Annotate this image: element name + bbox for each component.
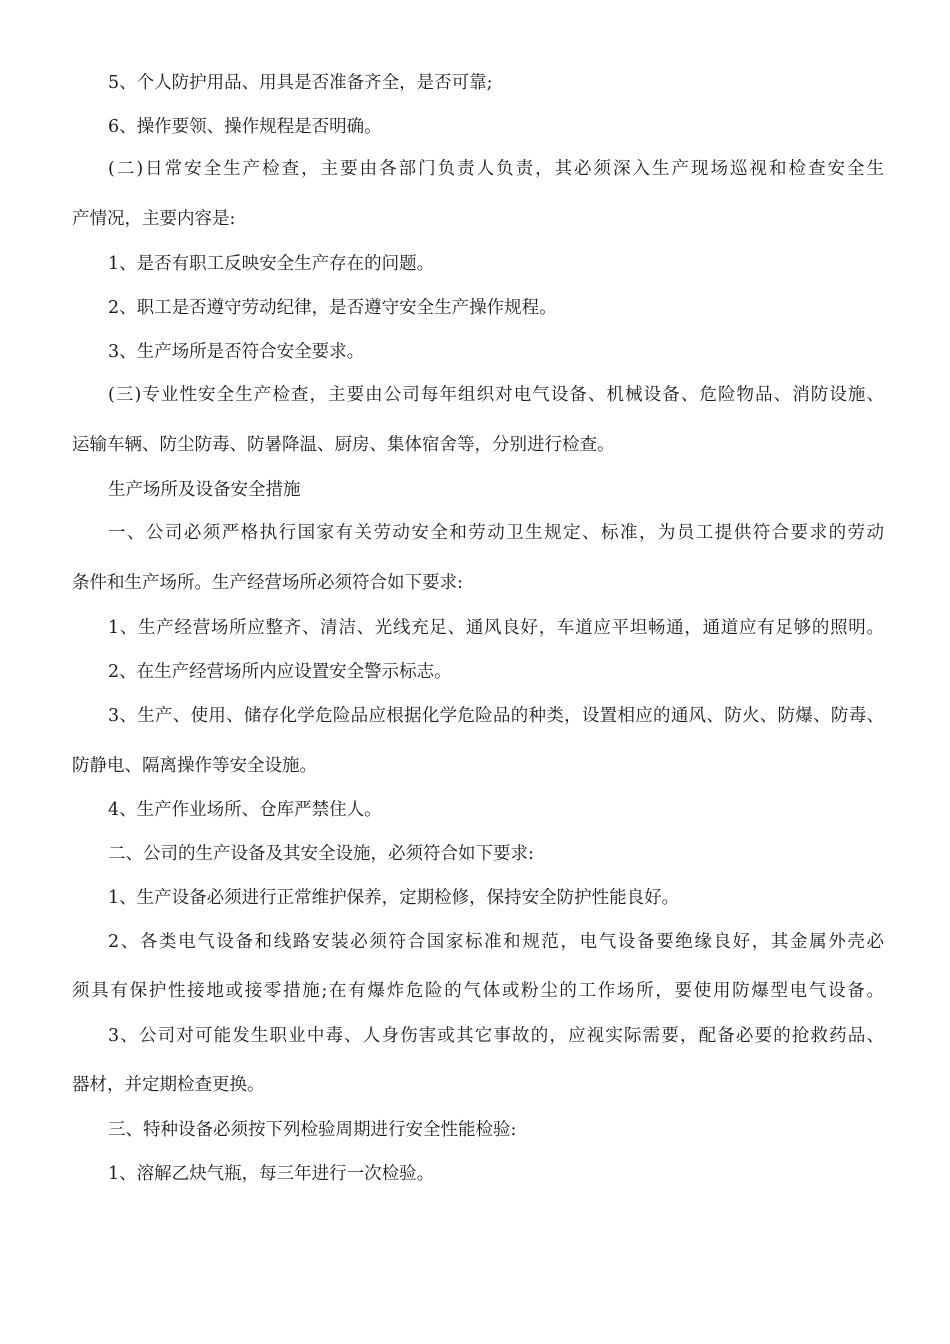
text-line: 5、个人防护用品、用具是否准备齐全，是否可靠; — [108, 73, 493, 93]
text-line: 器材，并定期检查更换。 — [72, 1075, 265, 1095]
text-line: 6、操作要领、操作规程是否明确。 — [108, 117, 382, 137]
text-line: 三、特种设备必须按下列检验周期进行安全性能检验: — [108, 1120, 517, 1140]
text-line: 运输车辆、防尘防毒、防暑降温、厨房、集体宿舍等，分别进行检查。 — [72, 435, 615, 455]
text-line: 产情况，主要内容是: — [72, 209, 236, 229]
text-line: 4、生产作业场所、仓库严禁住人。 — [108, 800, 382, 820]
text-line: (二)日常安全生产检查，主要由各部门负责人负责，其必须深入生产现场巡视和检查安全生 — [108, 159, 884, 179]
text-line: 防静电、隔离操作等安全设施。 — [72, 756, 317, 776]
text-line: 3、公司对可能发生职业中毒、人身伤害或其它事故的，应视实际需要，配备必要的抢救药品、 — [108, 1026, 884, 1046]
text-line: 二、公司的生产设备及其安全设施，必须符合如下要求: — [108, 844, 534, 864]
text-line: 2、各类电气设备和线路安装必须符合国家标准和规范，电气设备要绝缘良好，其金属外壳必 — [108, 932, 884, 952]
text-line: 条件和生产场所。生产经营场所必须符合如下要求: — [72, 573, 463, 593]
text-line: (三)专业性安全生产检查，主要由公司每年组织对电气设备、机械设备、危险物品、消防设施、 — [108, 385, 884, 405]
text-line: 1、是否有职工反映安全生产存在的问题。 — [108, 254, 435, 274]
text-line: 须具有保护性接地或接零措施;在有爆炸危险的气体或粉尘的工作场所，要使用防爆型电气设备。 — [72, 981, 884, 1001]
text-line: 1、溶解乙炔气瓶，每三年进行一次检验。 — [108, 1164, 435, 1184]
text-line: 2、职工是否遵守劳动纪律，是否遵守安全生产操作规程。 — [108, 298, 557, 318]
section-heading: 生产场所及设备安全措施 — [108, 480, 301, 500]
text-line: 2、在生产经营场所内应设置安全警示标志。 — [108, 662, 452, 682]
text-line: 1、生产经营场所应整齐、清洁、光线充足、通风良好，车道应平坦畅通，通道应有足够的照明。 — [108, 618, 884, 638]
text-line: 3、生产、使用、储存化学危险品应根据化学危险品的种类，设置相应的通风、防火、防爆、防毒、 — [108, 706, 884, 726]
text-line: 一、公司必须严格执行国家有关劳动安全和劳动卫生规定、标准，为员工提供符合要求的劳动 — [108, 523, 884, 543]
text-line: 1、生产设备必须进行正常维护保养，定期检修，保持安全防护性能良好。 — [108, 888, 680, 908]
text-line: 3、生产场所是否符合安全要求。 — [108, 342, 365, 362]
